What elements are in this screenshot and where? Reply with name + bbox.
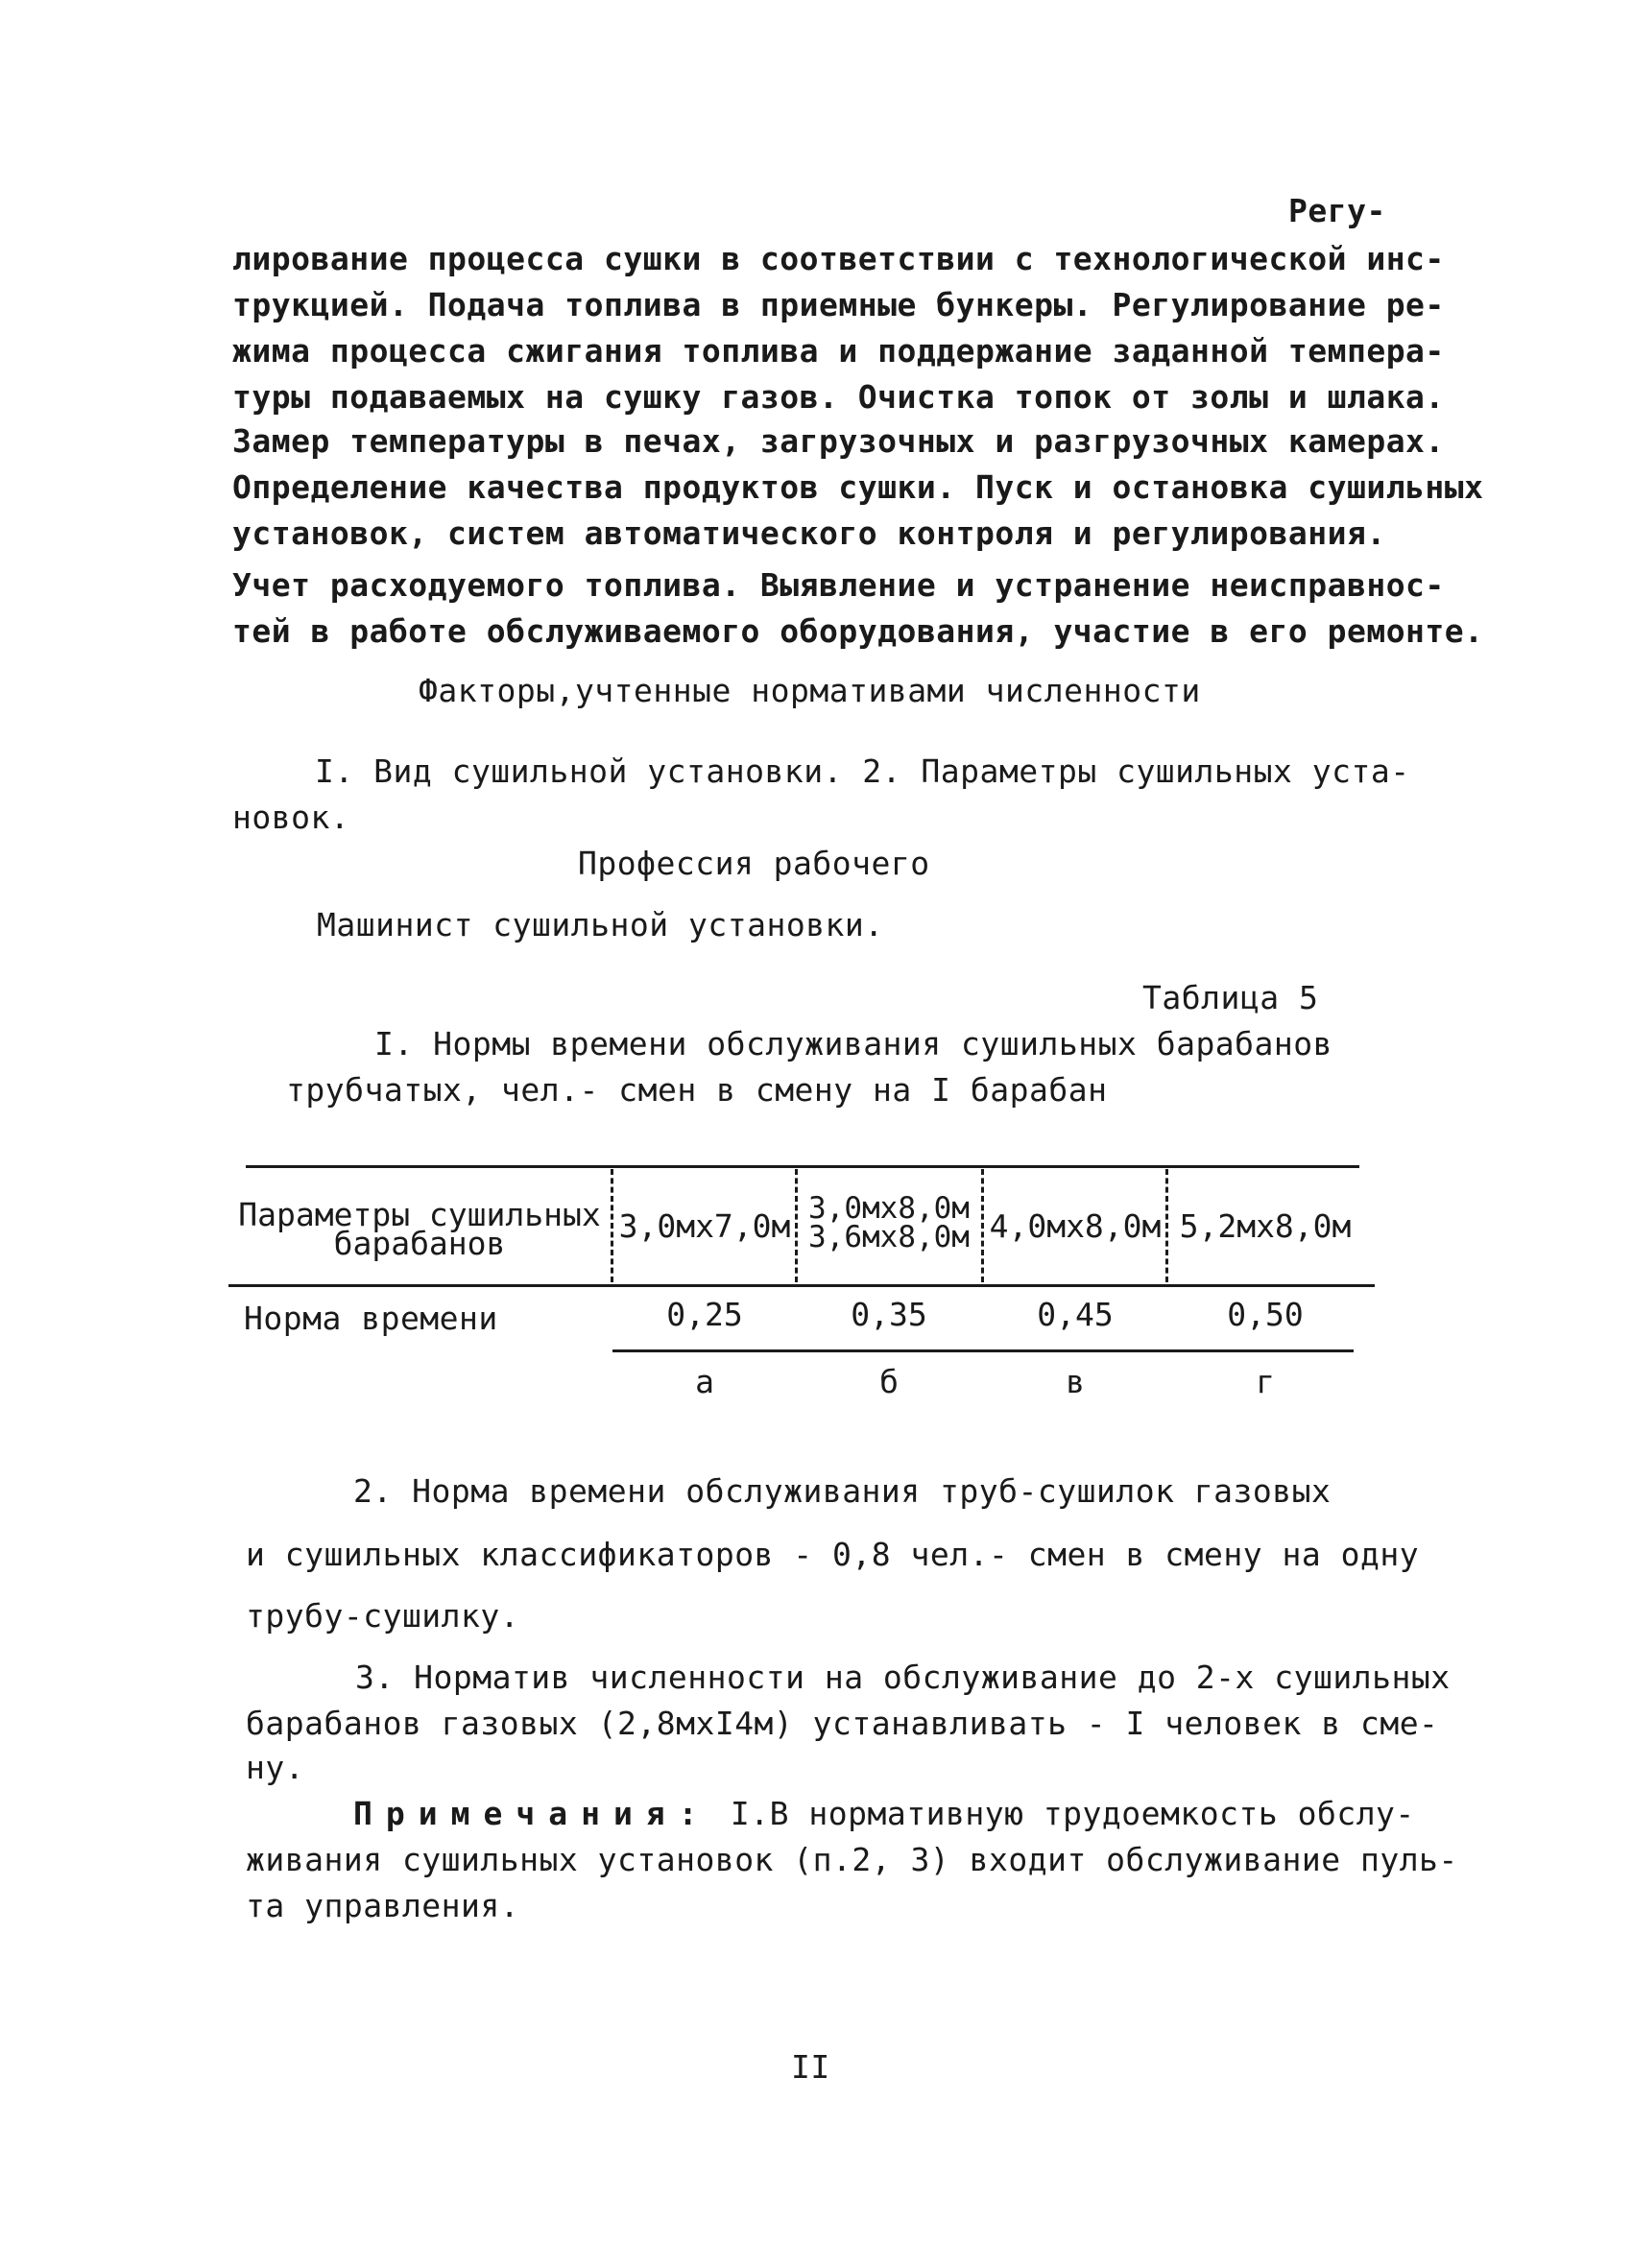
body-line-7: установок, систем автоматического контроля и регулирования. <box>232 514 1386 552</box>
index-letter: в <box>1066 1363 1085 1400</box>
body-line-5: Замер температуры в печах, загрузочных и разгрузочных камерах. <box>232 422 1445 460</box>
factors-line-2: новок. <box>232 799 350 836</box>
factors-line-1: I. Вид сушильной установки. 2. Параметры сушильных уста- <box>315 752 1410 790</box>
note-label: Примечания: <box>353 1795 711 1832</box>
note-line-1 <box>353 1795 1415 1832</box>
value-cell: 0,45 <box>1037 1296 1114 1333</box>
index-letter: б <box>879 1363 899 1400</box>
note-text-1: I.В нормативную трудоемкость обслу- <box>730 1795 1415 1832</box>
body-line-2: трукцией. Подача топлива в приемные бункеры. Регулирование ре- <box>232 286 1445 323</box>
table-top-rule <box>246 1165 1359 1168</box>
factors-heading: Факторы,учтенные нормативами численности <box>419 672 1201 709</box>
body-line-0: Регу- <box>1288 192 1386 229</box>
header-col-1: 3,0мх7,0м <box>618 1207 791 1245</box>
table-label: Таблица 5 <box>1142 979 1319 1016</box>
p3-line-2: барабанов газовых (2,8мхI4м) устанавливать - I человек в сме- <box>246 1705 1439 1742</box>
p3-line-1: 3. Норматив численности на обслуживание до 2-х сушильных <box>355 1659 1451 1696</box>
p3-line-3: ну. <box>246 1749 305 1786</box>
header-col-3: 4,0мх8,0м <box>989 1207 1162 1245</box>
p2-line-3: трубу-сушилку. <box>246 1597 520 1635</box>
index-letter: г <box>1256 1363 1275 1400</box>
body-line-1: лирование процесса сушки в соответствии с технологической инс- <box>232 240 1445 277</box>
body-line-8: Учет расходуемого топлива. Выявление и устранение неисправнос- <box>232 566 1445 604</box>
header-col-2-line-2: 3,6мх8,0м <box>808 1220 970 1254</box>
table-bottom-rule <box>612 1349 1354 1352</box>
header-col-4: 5,2мх8,0м <box>1179 1207 1352 1245</box>
col-separator <box>795 1169 798 1282</box>
index-letter: а <box>695 1363 714 1400</box>
col-separator <box>981 1169 984 1282</box>
col-separator <box>1165 1169 1168 1282</box>
profession-name: Машинист сушильной установки. <box>317 906 884 943</box>
p2-line-1: 2. Норма времени обслуживания труб-сушилок газовых <box>353 1472 1332 1510</box>
profession-heading: Профессия рабочего <box>578 845 930 882</box>
body-line-6: Определение качества продуктов сушки. Пуск и остановка сушильных <box>232 468 1484 506</box>
page-number: II <box>791 2048 830 2086</box>
header-param-line-2: барабанов <box>333 1225 506 1262</box>
table-title-line-2: трубчатых, чел.- смен в смену на I барабан <box>286 1071 1108 1109</box>
note-line-3: та управления. <box>246 1887 520 1924</box>
row-label: Норма времени <box>244 1300 498 1337</box>
value-cell: 0,35 <box>851 1296 927 1333</box>
table-title-line-1: I. Нормы времени обслуживания сушильных барабанов <box>374 1025 1333 1062</box>
body-line-3: жима процесса сжигания топлива и поддержание заданной темпера- <box>232 332 1445 370</box>
header-param-line-1: Параметры сушильных <box>238 1196 601 1233</box>
value-cell: 0,50 <box>1227 1296 1304 1333</box>
body-line-4: туры подаваемых на сушку газов. Очистка топок от золы и шлака. <box>232 378 1445 416</box>
table-header-rule <box>228 1284 1375 1287</box>
value-cell: 0,25 <box>666 1296 743 1333</box>
p2-line-2: и сушильных классификаторов - 0,8 чел.- смен в смену на одну <box>246 1536 1420 1573</box>
body-line-9: тей в работе обслуживаемого оборудования, участие в его ремонте. <box>232 612 1484 650</box>
header-col-2-line-1: 3,0мх8,0м <box>808 1191 970 1226</box>
note-line-2: живания сушильных установок (п.2, 3) входит обслуживание пуль- <box>246 1841 1458 1878</box>
col-separator <box>611 1169 613 1282</box>
